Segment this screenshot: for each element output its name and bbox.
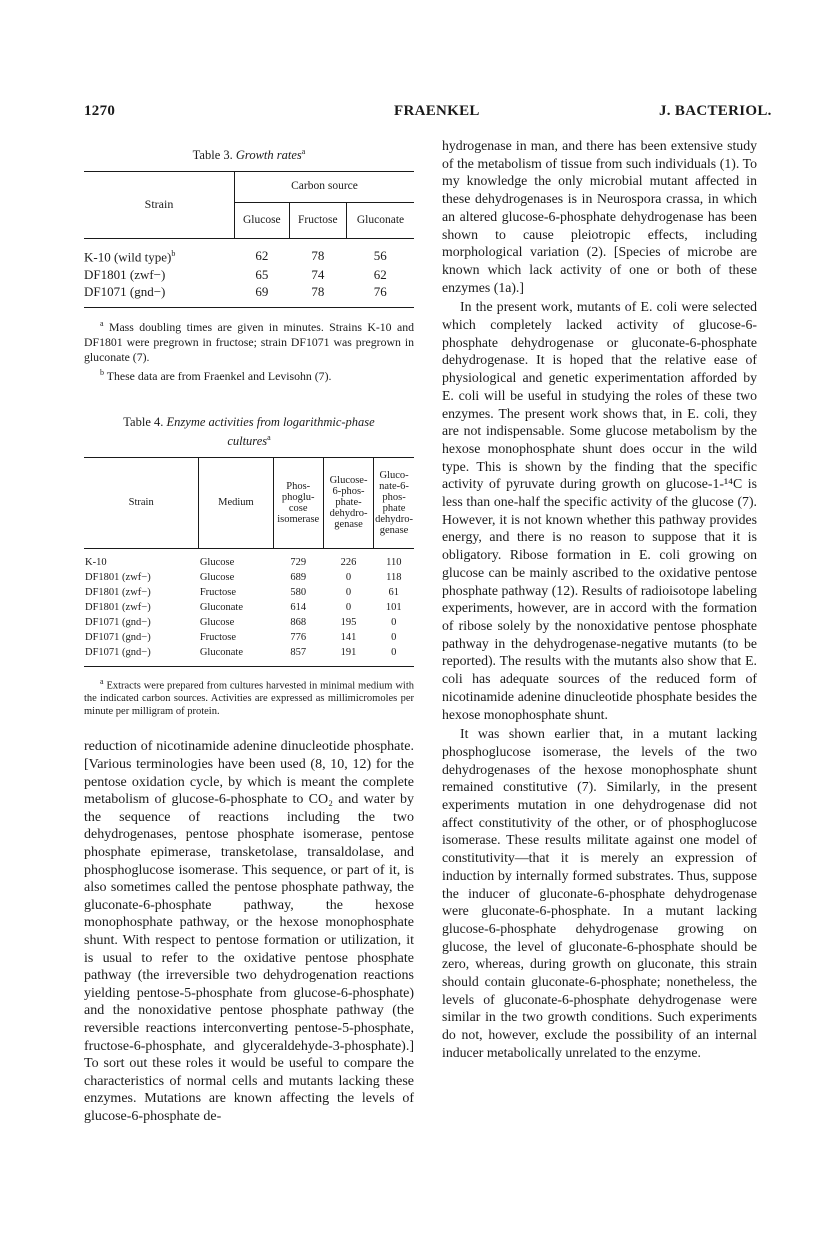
table-4-strain-cell: DF1801 (zwf−): [85, 571, 151, 583]
table-4-g6pd-header: Glucose- 6-phos- phate- dehydro- genase: [323, 457, 373, 548]
table-4-medium-cell: Glucose: [199, 571, 235, 583]
table-3: [84, 144, 414, 384]
page-number: 1270: [84, 103, 116, 119]
table-3-caption: [84, 144, 414, 163]
table-4-value: 776: [290, 631, 307, 643]
right-paragraph-1: hydrogenase in man, and there has been extensive study of the metabolism of tissue from such individuals (1). To my knowledge the only microbial mutant affected in these dehydrogenases is in Neurospora crassa, in which an altered glucose-6-phosphate dehydrogenase has been shown to cause pleiotropic effects, including morphological variation (2). [Species of microbe are known which lack activity of one or both of these enzymes (1a).]: [442, 138, 757, 295]
table-4-value: 118: [386, 571, 402, 583]
table-3-col-header: Gluconate: [347, 203, 415, 239]
table-4-pgi-header: Phos- phoglu- cose isomerase: [273, 457, 323, 548]
table-4-strain-cell: DF1071 (gnd−): [85, 646, 151, 658]
table-3-footnote-b: $^b$ These data are from Fraenkel and Levisohn (7).: [100, 367, 332, 383]
table-4-value: 857: [290, 646, 307, 658]
table-4-value: 0: [345, 601, 352, 613]
table-3-strain-header: Strain: [144, 197, 174, 212]
table-3-grid: [84, 171, 414, 308]
table-3-value: 65: [255, 266, 269, 282]
table-3-title: Growth rates: [235, 148, 302, 163]
table-3-strain-cell: K-10 (wild type)$^b$: [84, 249, 176, 265]
table-4-value: 101: [385, 601, 402, 613]
table-3-strain-cell: DF1801 (zwf−): [84, 266, 166, 282]
right-paragraph-3: It was shown earlier that, in a mutant lacking phosphoglucose isomerase, the levels of the two dehydrogenases of the hexose monophosphate shunt remained constitutive (7). Similarly, in the present experiments mutation in one dehydrogenase did not affect constitutivity of the other, or of phosphoglucose isomerase. These results militate against one model of constitutivity—that it is merely an expression of induction by internally formed substrates. Thus, suppose the inducer of gluconate-6-phosphate dehydrogenase were gluconate-6-phosphate. In a mutant lacking glucose-6-phosphate dehydrogenase growing on glucose, the level of gluconate-6-phosphate should be zero, whereas, during growth on gluconate, this strain should contain gluconate-6-phosphate; nonetheless, the levels of gluconate-6-phosphate dehydrogenase were similar in the two growth conditions. Such experiments do not, however, exclude the possibility of an internal inducer metabolically unrelated to the enzyme.: [442, 726, 757, 1060]
left-body-paragraph: reduction of nicotinamide adenine dinucleotide phosphate. [Various terminologies have been used (8, 10, 12) for the pentose oxidation cycle, by which is meant the complete metabolism of glucose-6-phosphate to CO₂ and water by the sequence of reactions including the two dehydrogenases, pentose phosphate isomerase, pentose phosphate epimerase, transketolase, transaldolase, and phosphoglucose isomerase. This sequence, or part of it, is also sometimes called the pentose phosphate pathway, the gluconate-6-phosphate pathway, the hexose monophosphate pathway, or the hexose monophosphate shunt. With respect to pentose formation or utilization, it is usual to refer to the oxidative pentose phosphate pathway (the irreversible two dehydrogenation reactions yielding pentose-5-phosphate from glucose-6-phosphate) and the nonoxidative pentose phosphate pathway (the reversible reactions interconverting pentose-5-phosphate, fructose-6-phosphate, and glyceraldehyde-3-phosphate).] To sort out these roles it would be useful to compare the characteristics of normal cells and mutants lacking these enzymes. Mutations are known affecting the levels of glucose-6-phosphate de-: [84, 739, 414, 1124]
table-4-value: 141: [340, 631, 357, 643]
table-4-value: 191: [340, 646, 357, 658]
table-4-value: 580: [290, 586, 307, 598]
table-4-value: 0: [345, 571, 352, 583]
table-4-caption: [84, 414, 414, 449]
table-4-title-note: a: [267, 432, 271, 442]
right-column: [442, 137, 757, 1062]
table-3-title-note: a: [301, 147, 306, 156]
table-4-value: 0: [345, 586, 352, 598]
table-4-grid: [84, 457, 414, 667]
table-3-label: Table 3.: [192, 148, 233, 163]
table-4-medium-header: Medium: [199, 457, 273, 548]
table-4-strain-header: Strain: [128, 497, 154, 509]
table-4-medium-cell: Gluconate: [199, 646, 243, 658]
table-4-value: 195: [340, 616, 357, 628]
table-4-medium-cell: Gluconate: [199, 601, 243, 613]
table-4-strain-cell: K-10: [85, 556, 107, 568]
table-4-value: 61: [388, 586, 400, 598]
table-4-value: 0: [391, 616, 397, 628]
table-4-value: 729: [290, 556, 307, 568]
table-4-strain-cell: DF1801 (zwf−): [85, 601, 151, 613]
journal-name: J. BACTERIOL.: [659, 103, 772, 119]
table-4-strain-cell: DF1071 (gnd−): [85, 616, 151, 628]
table-3-strain-cell: DF1071 (gnd−): [84, 284, 166, 300]
table-4-strain-cell: DF1801 (zwf−): [85, 586, 151, 598]
table-4-value: 0: [391, 646, 397, 658]
table-4-value: 0: [391, 631, 397, 643]
table-3-value: 74: [311, 266, 325, 282]
table-4-title: Enzyme activities from logarithmic-phase cultures: [166, 414, 375, 448]
table-3-group-header: Carbon source: [235, 172, 415, 203]
table-4-medium-cell: Glucose: [199, 556, 235, 568]
table-3-value: 78: [311, 247, 325, 263]
table-3-value: 69: [255, 284, 269, 300]
table-4-medium-cell: Glucose: [199, 616, 235, 628]
table-4-label: Table 4.: [123, 414, 164, 429]
table-4-6pgd-header: Gluco- nate-6- phos- phate dehydro- genase: [374, 457, 414, 548]
table-4: [84, 414, 414, 719]
table-3-col-header: Fructose: [289, 203, 346, 239]
table-3-footnote-a: $^a$ Mass doubling times are given in minutes. Strains K-10 and DF1801 were pregrown in fructose; strain DF1071 was pregrown in gluconate (7).: [84, 318, 414, 364]
table-3-value: 62: [373, 266, 387, 282]
table-3-col-header: Glucose: [235, 203, 290, 239]
table-4-medium-cell: Fructose: [199, 586, 237, 598]
table-4-medium-cell: Fructose: [199, 631, 237, 643]
running-author: FRAENKEL: [394, 103, 480, 119]
table-4-value: 614: [290, 601, 307, 613]
table-4-strain-cell: DF1071 (gnd−): [85, 631, 151, 643]
table-3-value: 78: [311, 284, 325, 300]
table-4-footnote: $^a$ Extracts were prepared from cultures harvested in minimal medium with the indicated carbon sources. Activities are expressed as millimicromoles per minute per milligram of protein.: [84, 676, 414, 718]
table-4-value: 868: [290, 616, 307, 628]
left-column: [84, 144, 414, 1126]
table-4-value: 110: [386, 556, 402, 568]
table-3-value: 62: [255, 247, 269, 263]
right-paragraph-2: In the present work, mutants of E. coli were selected which completely lacked activity of glucose-6-phosphate dehydrogenase or gluconate-6-phosphate dehydrogenase. It is hoped that the relative ease of physiological and genetic experimentation afforded by E. coli will be useful in studying the roles of these two enzymes. The present work shows that, in E. coli, they are not indispensable. Some glucose metabolism by the hexose monophosphate shunt does occur in the wild type. This is shown by the finding that the specific activity of pyruvate during growth on glucose-1-¹⁴C is less than one-half the specific activity of the glucose (7). However, it is not known whether this pathway provides energy, and there is no reason to suppose that it is obligatory. Ribose formation in E. coli growing on glucose can be mainly ascribed to the oxidative pentose phosphate pathway (12). Results of radioisotope labeling experiments, however, are in accord with the formation of ribose solely by the nonoxidative pentose phosphate pathway in the dehydrogenase-negative mutants (to be reported). The results with the mutants also show that E. coli has adequate sources of the reduced form of nicotinamide adenine dinucleotide phosphate besides the hexose monophosphate shunt.: [442, 299, 757, 722]
table-3-value: 56: [373, 247, 387, 263]
table-3-value: 76: [373, 284, 387, 300]
table-4-value: 689: [290, 571, 307, 583]
table-4-value: 226: [340, 556, 357, 568]
